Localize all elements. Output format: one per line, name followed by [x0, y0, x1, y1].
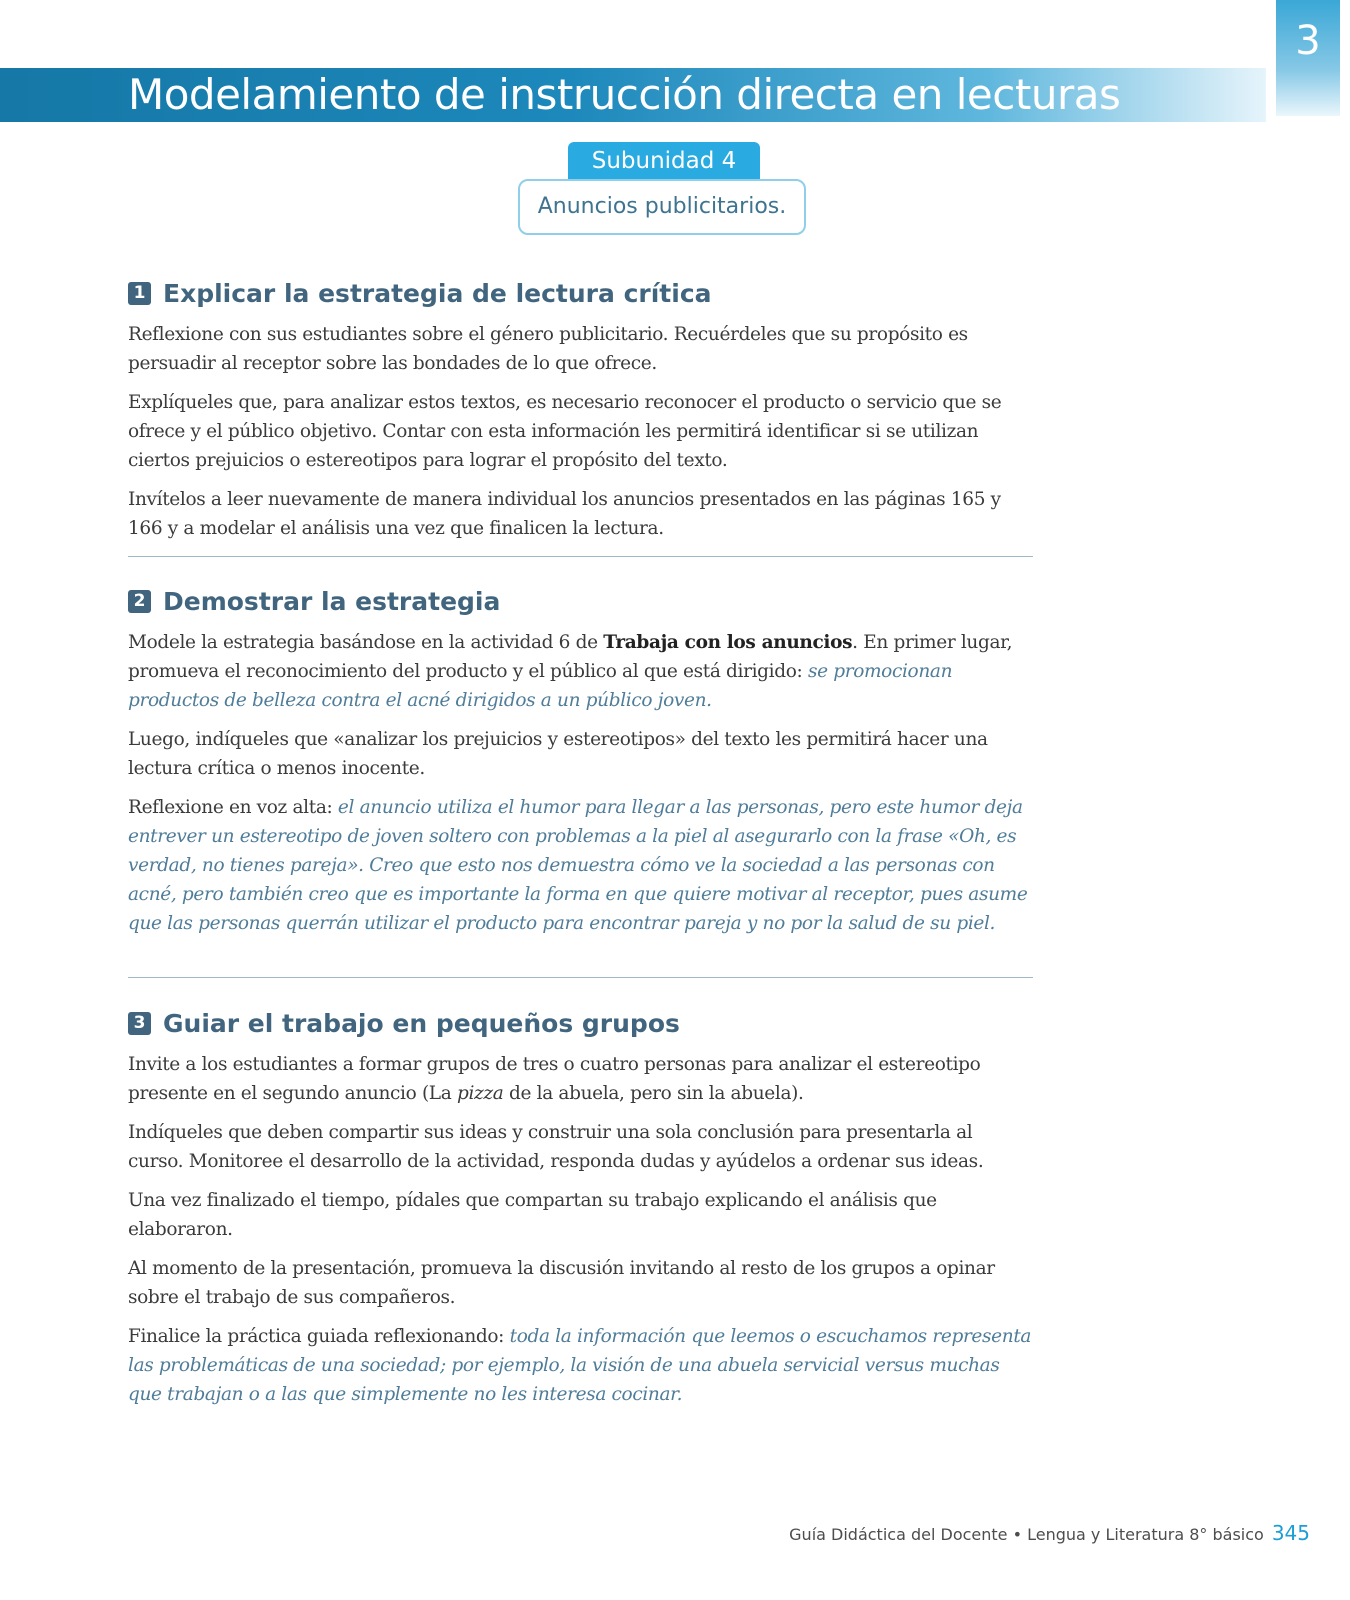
section-number-badge: 1 — [128, 282, 151, 305]
unit-number: 3 — [1295, 18, 1321, 64]
paragraph: Modele la estrategia basándose en la actividad 6 de Trabaja con los anuncios. En primer lugar, promueva el reconocimiento del producto y el público al que está dirigido: se promocionan productos de belleza contra el acné dirigidos a un público joven. — [128, 632, 1013, 711]
subunit-topic: Anuncios publicitarios. — [518, 179, 806, 235]
section-number-badge: 3 — [128, 1012, 151, 1035]
paragraph: Indíqueles que deben compartir sus ideas y construir una sola conclusión para presentarla al curso. Monitoree el desarrollo de la actividad, responda dudas y ayúdelos a ordenar sus ideas. — [128, 1122, 984, 1172]
paragraph: Al momento de la presentación, promueva la discusión invitando al resto de los grupos a opinar sobre el trabajo de sus compañeros. — [128, 1258, 995, 1308]
think-aloud-text: el anuncio utiliza el humor para llegar a las personas, pero este humor deja entrever un estereotipo de joven soltero con problemas a la piel al asegurarlo con la frase «Oh, es verdad, no tienes pareja». Creo que esto nos demuestra cómo ve la sociedad a las personas con acné, pero también creo que es importante la forma en que quiere motivar al receptor, pues asume que las personas querrán utilizar el producto para encontrar pareja y no por la salud de su piel. — [128, 797, 1028, 934]
section-heading — [128, 1006, 1033, 1040]
paragraph: Luego, indíqueles que «analizar los prejuicios y estereotipos» del texto les permitirá hacer una lectura crítica o menos inocente. — [128, 729, 988, 779]
section-heading — [128, 584, 1033, 618]
page-footer — [789, 1521, 1310, 1545]
footer-text: Guía Didáctica del Docente • Lengua y Literatura 8° básico — [789, 1525, 1264, 1544]
paragraph: Reflexione con sus estudiantes sobre el género publicitario. Recuérdeles que su propósito es persuadir al receptor sobre las bondades de lo que ofrece. — [128, 324, 968, 374]
section-guiar — [128, 1006, 1033, 1419]
section-demostrar — [128, 584, 1033, 948]
section-number-badge: 2 — [128, 590, 151, 613]
section-title: Demostrar la estrategia — [163, 586, 501, 616]
activity-name: Trabaja con los anuncios — [603, 632, 853, 653]
page-number: 345 — [1271, 1521, 1310, 1545]
reflection-text: toda la información que leemos o escuchamos representa las problemáticas de una sociedad; por ejemplo, la visión de una abuela servicial versus muchas que trabajan o a las que simplemente no les interesa cocinar. — [128, 1326, 1032, 1405]
unit-tab — [1276, 0, 1340, 116]
section-heading — [128, 276, 1033, 310]
paragraph: Invítelos a leer nuevamente de manera individual los anuncios presentados en las páginas 165 y 166 y a modelar el análisis una vez que finalicen la lectura. — [128, 489, 1001, 539]
section-explicar — [128, 276, 1033, 553]
subunit-badge: Subunidad 4 — [568, 142, 760, 180]
paragraph: Explíqueles que, para analizar estos textos, es necesario reconocer el producto o servicio que se ofrece y el público objetivo. Contar con esta información les permitirá identificar si se utilizan ciertos prejuicios o estereotipos para lograr el propósito del texto. — [128, 392, 1002, 471]
paragraph: Reflexione en voz alta: el anuncio utiliza el humor para llegar a las personas, pero este humor deja entrever un estereotipo de joven soltero con problemas a la piel al asegurarlo con la frase «Oh, es verdad, no tienes pareja». Creo que esto nos demuestra cómo ve la sociedad a las personas con acné, pero también creo que es importante la forma en que quiere motivar al receptor, pues asume que las personas querrán utilizar el producto para encontrar pareja y no por la salud de su piel. — [128, 797, 1028, 934]
section-divider — [128, 556, 1033, 557]
section-divider — [128, 977, 1033, 978]
paragraph: Invite a los estudiantes a formar grupos de tres o cuatro personas para analizar el estereotipo presente en el segundo anuncio (La pizza de la abuela, pero sin la abuela). — [128, 1054, 981, 1104]
section-title: Guiar el trabajo en pequeños grupos — [163, 1008, 680, 1038]
paragraph: Finalice la práctica guiada reflexionando: toda la información que leemos o escuchamos representa las problemáticas de una sociedad; por ejemplo, la visión de una abuela servicial versus muchas que trabajan o a las que simplemente no les interesa cocinar. — [128, 1326, 1032, 1405]
modeled-answer: se promocionan productos de belleza contra el acné dirigidos a un público joven. — [128, 661, 953, 711]
section-title: Explicar la estrategia de lectura crítica — [163, 278, 712, 308]
paragraph: Una vez finalizado el tiempo, pídales que compartan su trabajo explicando el análisis que elaboraron. — [128, 1190, 937, 1240]
page-title: Modelamiento de instrucción directa en lecturas — [128, 70, 1121, 119]
